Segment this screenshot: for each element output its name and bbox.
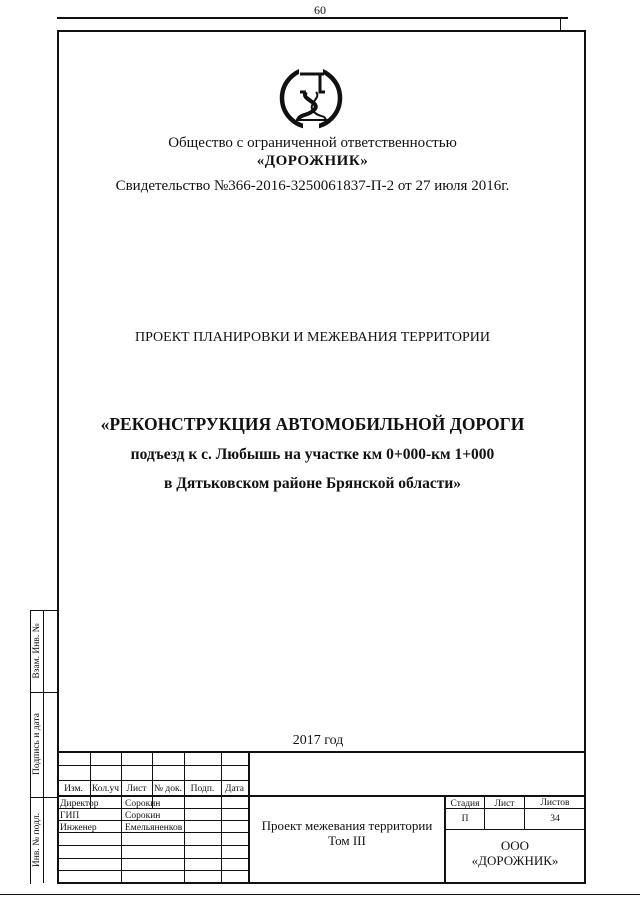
year: 2017 год xyxy=(292,733,344,748)
stage-header: Стадия xyxy=(450,799,480,809)
title-line3: в Дятьковском районе Брянской области» xyxy=(163,475,462,492)
header-podp: Подп. xyxy=(190,784,215,794)
company-line2: «ДОРОЖНИК» xyxy=(471,853,559,868)
side-label-podpis-data: Подпись и дата xyxy=(32,712,42,776)
certificate-text: Свидетельство №366-2016-3250061837-П-2 от 27 июля 2016г. xyxy=(115,178,510,194)
project-kind: ПРОЕКТ ПЛАНИРОВКИ И МЕЖЕВАНИЯ ТЕРРИТОРИИ xyxy=(134,330,490,345)
sheets-header: Листов xyxy=(540,798,570,808)
doc-title-line1: Проект межевания территории xyxy=(261,818,433,833)
sheet-header: Лист xyxy=(494,799,515,809)
doc-title-line2: Том III xyxy=(328,833,366,848)
sheets-value: 34 xyxy=(550,814,560,824)
header-data: Дата xyxy=(225,784,244,794)
organization-name: «ДОРОЖНИК» xyxy=(256,153,369,169)
organization-line1: Общество с ограниченной ответственностью xyxy=(168,135,457,151)
dorozhnik-logo-icon xyxy=(270,62,352,132)
stage-value: П xyxy=(461,814,469,824)
role-director: Директор xyxy=(60,799,99,809)
header-no-dok: № док. xyxy=(153,784,182,794)
role-engineer: Инженер xyxy=(60,823,97,833)
role-gip: ГИП xyxy=(60,811,80,821)
name-director: Сорокин xyxy=(125,799,161,809)
header-kol-uch: Кол.уч xyxy=(91,784,120,794)
company-line1: ООО xyxy=(500,838,530,853)
side-label-vzam-inv: Взам. Инв. № xyxy=(32,623,42,679)
header-izm: Изм. xyxy=(64,784,83,794)
header-list: Лист xyxy=(126,784,147,794)
side-label-inv-podl: Инв. № подл. xyxy=(32,812,42,868)
name-engineer: Емельяненков xyxy=(125,823,183,833)
page-number: 60 xyxy=(314,3,326,17)
name-gip: Сорокин xyxy=(125,811,161,821)
title-line1: «РЕКОНСТРУКЦИЯ АВТОМОБИЛЬНОЙ ДОРОГИ xyxy=(100,414,525,434)
title-line2: подъезд к с. Любышь на участке км 0+000-км 1+000 xyxy=(130,446,495,463)
